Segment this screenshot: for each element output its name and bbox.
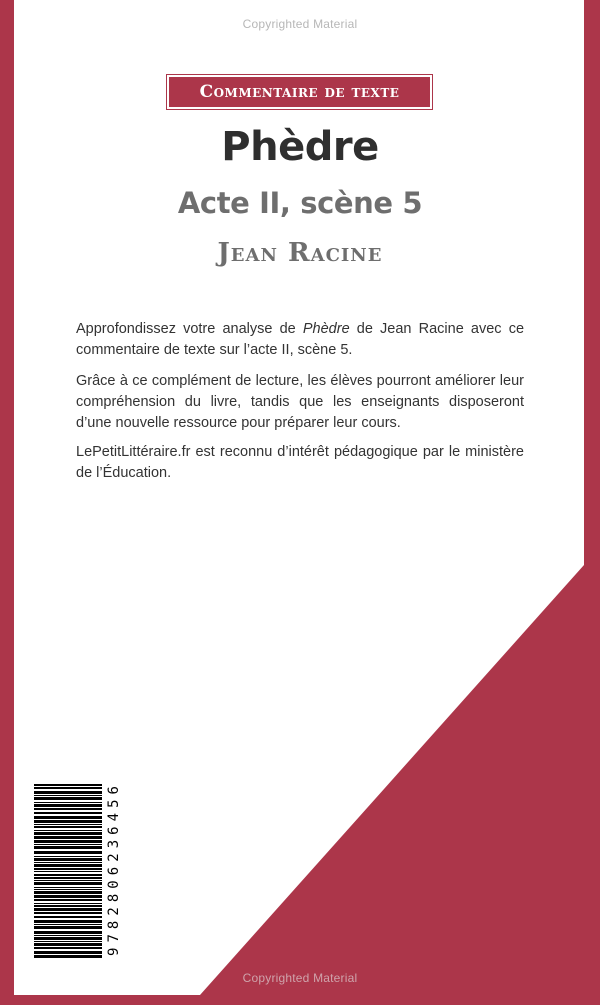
barcode-bar: [34, 804, 102, 807]
barcode-bar: [34, 846, 102, 849]
barcode-bar: [34, 931, 102, 934]
series-badge: Commentaire de texte: [167, 75, 432, 109]
barcode-bar: [34, 924, 102, 925]
book-subtitle: Acte II, scène 5: [177, 186, 423, 220]
copyright-watermark-top: Copyrighted Material: [242, 17, 358, 31]
barcode-bar: [34, 941, 102, 942]
barcode-bar: [34, 903, 102, 904]
barcode-bar: [34, 871, 102, 872]
barcode-bar: [34, 830, 102, 831]
barcode-bar: [34, 826, 102, 828]
barcode-bar: [34, 874, 102, 876]
barcode-bar: [34, 868, 102, 870]
book-title: Phèdre: [221, 124, 379, 170]
barcode-bar: [34, 895, 102, 898]
barcode-bar: [34, 916, 102, 918]
copyright-watermark-bottom: Copyrighted Material: [242, 971, 358, 985]
barcode-bar: [34, 816, 102, 819]
barcode-bar: [34, 802, 102, 803]
barcode-bar: [34, 836, 102, 839]
barcode-bar: [34, 812, 102, 814]
barcode-bar: [34, 851, 102, 854]
barcode-bar: [34, 882, 102, 885]
barcode-bar: [34, 856, 102, 857]
barcode-bar: [34, 920, 102, 923]
barcode-bar: [34, 880, 102, 881]
barcode-bar: [34, 926, 102, 929]
barcode-bar: [34, 899, 102, 901]
barcode-bar: [34, 784, 102, 786]
barcode-bar: [34, 787, 102, 789]
description-paragraph-3: LePetitLittéraire.fr est reconnu d’intérêt pédagogique par le ministère de l’Éducation.: [76, 444, 524, 481]
description-paragraph-1: [76, 319, 524, 361]
barcode-bar: [34, 820, 102, 823]
barcode-bar: [34, 824, 102, 825]
barcode-graphic: [30, 780, 122, 962]
barcode-bar: [34, 951, 102, 954]
barcode-bar: [34, 808, 102, 810]
barcode-bar: [34, 935, 102, 936]
barcode-bar: [34, 877, 102, 879]
p1-italic-title: Phèdre: [302, 321, 350, 337]
isbn-number: 9782806236456: [106, 786, 122, 956]
barcode-bar: [34, 889, 102, 890]
barcode-bar: [34, 905, 102, 907]
description-paragraph-2: Grâce à ce complément de lecture, les élèves pourront améliorer leur compréhension du livre, tandis que les enseignants disposeront d’une nouvelle ressource pour préparer leur cours.: [76, 373, 524, 431]
barcode-bar: [34, 844, 102, 845]
barcode-bar: [34, 795, 102, 796]
barcode-bar: [34, 891, 102, 894]
barcode-bar: [34, 887, 102, 888]
barcode-bar: [34, 943, 102, 946]
barcode-bar: [34, 947, 102, 949]
p1-text-before: Approfondissez votre analyse de: [76, 321, 303, 337]
barcode-bar: [34, 832, 102, 835]
p1-text-after: de Jean Racine avec ce commentaire de texte sur l’acte II, scène 5.: [76, 321, 525, 358]
author-name: Jean Racine: [217, 238, 383, 268]
isbn-barcode: [30, 780, 122, 962]
barcode-bar: [34, 955, 102, 958]
barcode-bar: [34, 840, 102, 843]
barcode-bar: [34, 791, 102, 794]
barcode-bar: [34, 912, 102, 914]
barcode-bar: [34, 862, 102, 863]
barcode-bar: [34, 908, 102, 911]
barcode-bar: [34, 864, 102, 867]
barcode-bar: [34, 797, 102, 800]
barcode-bar: [34, 937, 102, 940]
barcode-bar: [34, 858, 102, 861]
